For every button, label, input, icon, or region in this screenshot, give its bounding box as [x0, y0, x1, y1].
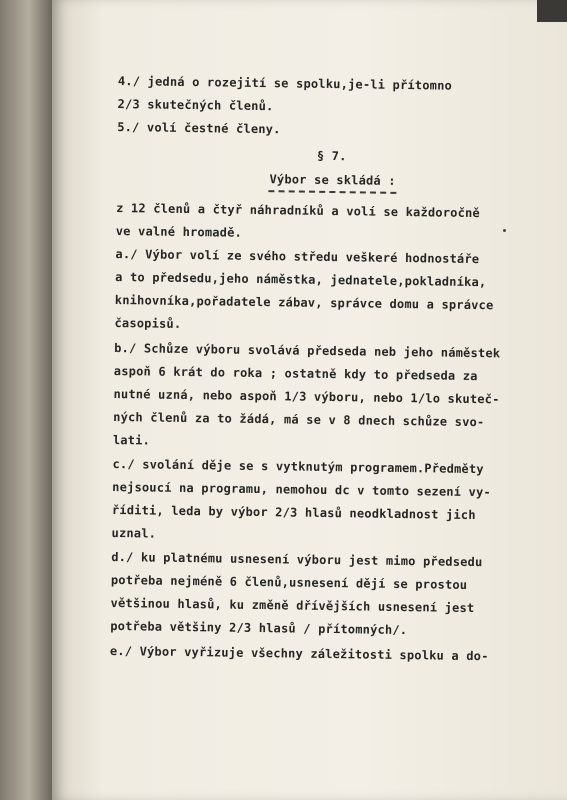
text-line: lati. — [112, 432, 151, 448]
text-line: nutné uzná, nebo aspoň 1/3 výboru, nebo 1/lo skuteč- — [113, 386, 500, 407]
left-page-edge — [0, 0, 52, 800]
text-line: knihovníka,pořadatele zábav, správce domu a správce — [114, 292, 494, 313]
text-line: časopisů. — [114, 315, 182, 331]
text-line: říditi, leda by výbor 2/3 hlasů neodkladnost jich — [111, 502, 476, 523]
text-line: a to předsedu,jeho náměstka, jednatele,pokladníka, — [115, 269, 487, 290]
section-number: § 7. — [316, 148, 347, 164]
text-line: uznal. — [111, 525, 157, 541]
text-line: c./ svolání děje se s vytknutým programem.Předměty — [112, 456, 484, 477]
text-line: 5./ volí čestné členy. — [117, 119, 281, 137]
background-corner — [537, 0, 567, 22]
text-line: ných členů za to žádá, má se v 8 dnech schůze svo- — [113, 409, 485, 430]
text-line: 4./ jedná o rozejití se spolku,je-li přítomno — [117, 74, 453, 93]
text-line: potřeba většiny 2/3 hlasů / přítomných/. — [110, 618, 408, 638]
text-line: aspoň 6 krát do roka ; ostatně kdy to předseda za — [113, 363, 478, 384]
ink-speck — [503, 229, 506, 232]
text-line: většinou hlasů, ku změně dřívějších usnesení jest — [110, 595, 475, 616]
text-line: b./ Schůze výboru svolává předseda neb jeho náměstek — [114, 340, 501, 361]
text-line: z 12 členů a čtyř náhradníků a volí se každoročně — [116, 200, 481, 221]
text-line: a./ Výbor volí ze svého středu veškeré hodnostáře — [115, 246, 480, 267]
section-title: Výbor se skládá : — [269, 172, 396, 188]
text-line: potřeba nejméně 6 členů,usnesení dějí se prostou — [110, 572, 468, 592]
text-line: nejsoucí na programu, nemohou dc v tomto sezení vy- — [112, 479, 491, 500]
text-line: 2/3 skutečných členů. — [117, 96, 274, 114]
text-line: e./ Výbor vyřizuje všechny záležitosti spolku a do- — [109, 643, 489, 664]
text-line: d./ ku platnému usnesení výboru jest mimo předsedu — [111, 549, 483, 570]
text-line: ve valné hromadě. — [115, 223, 243, 240]
